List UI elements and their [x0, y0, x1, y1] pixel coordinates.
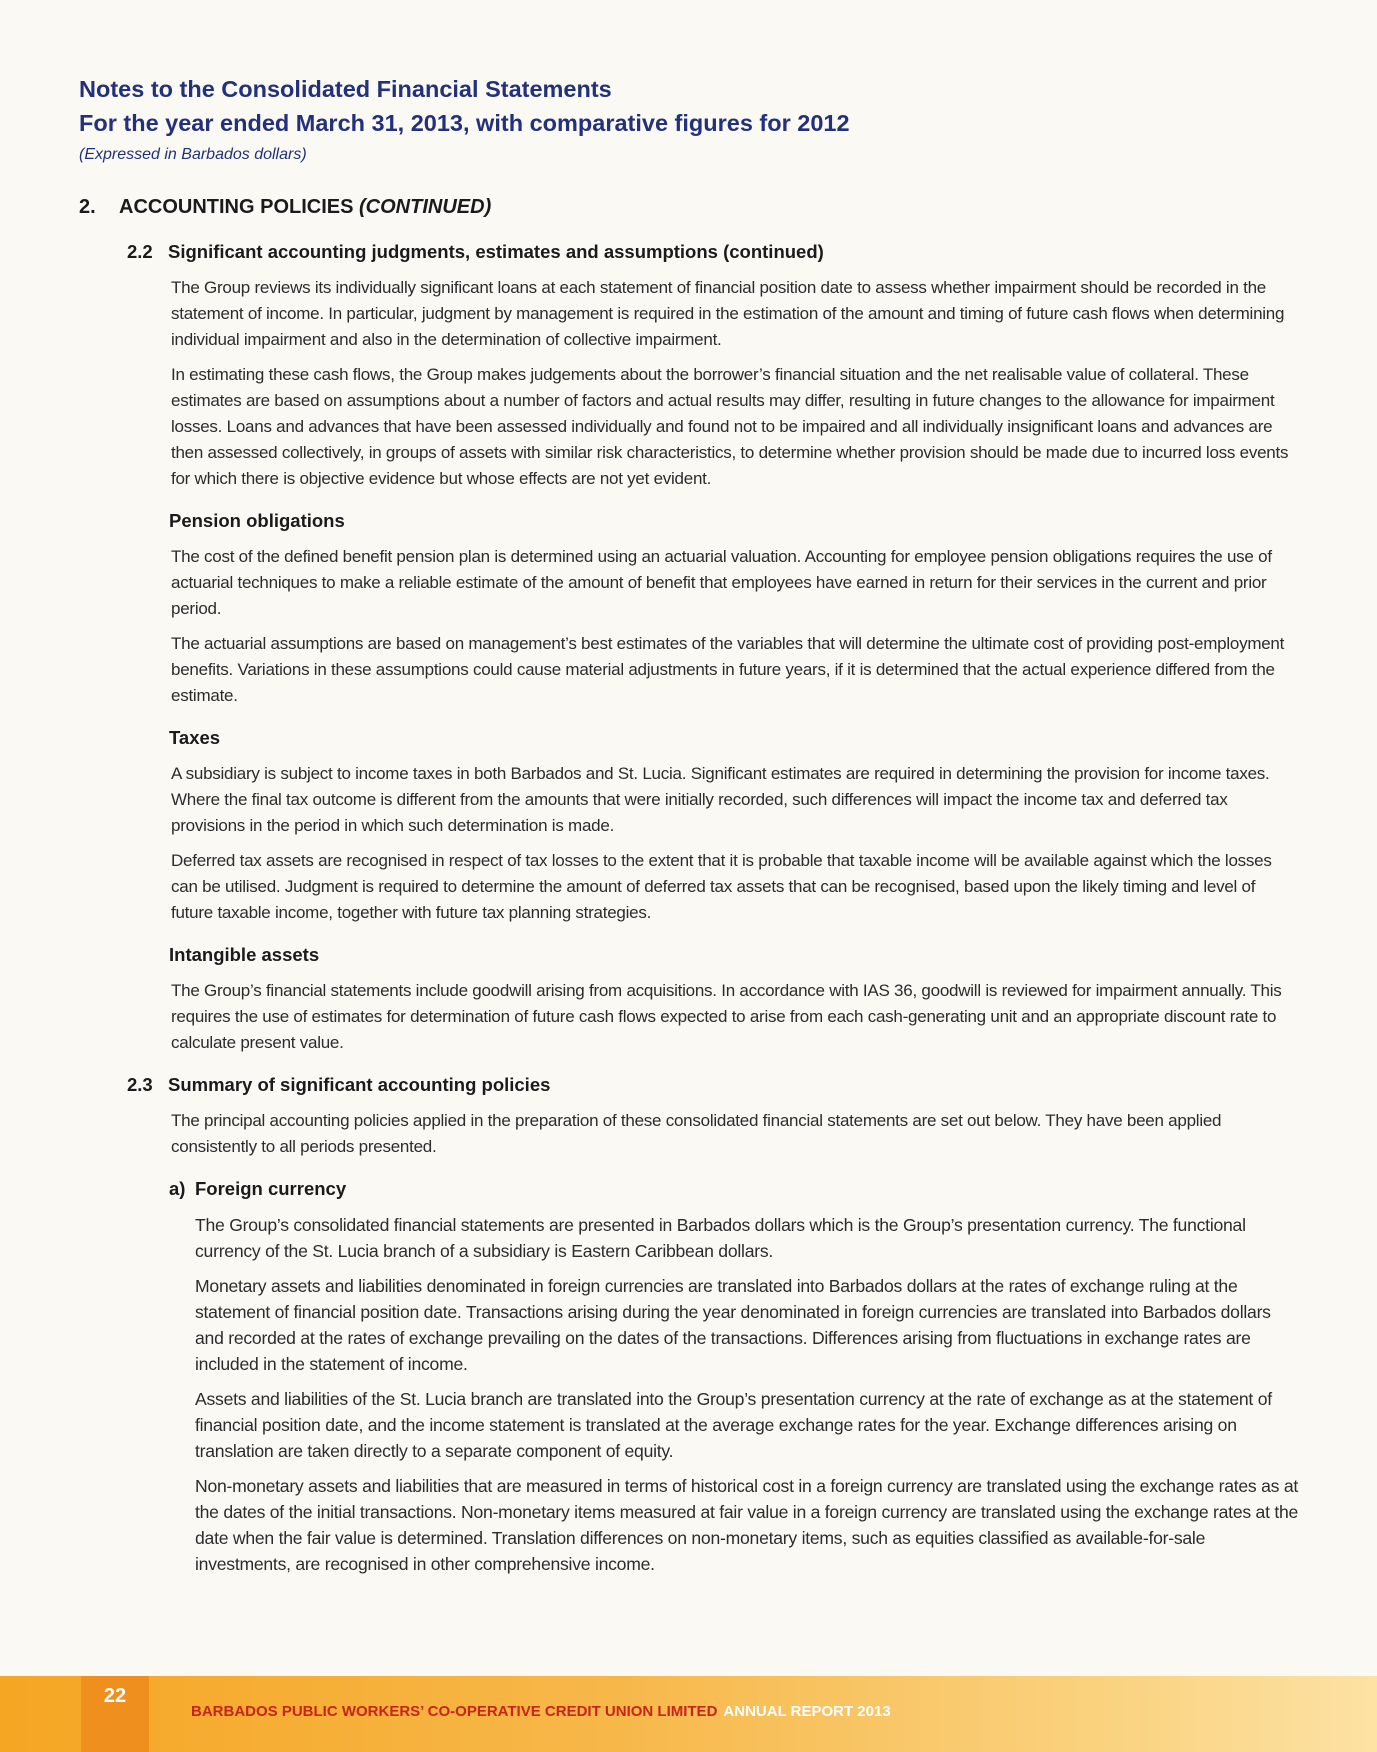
section-suffix: (CONTINUED)	[359, 196, 492, 218]
subsection-title: Summary of significant accounting policies	[168, 1074, 551, 1095]
paragraph: The Group reviews its individually significant loans at each statement of financial position date to assess whether impairment should be recorded in the statement of income. In particular, judgment by management is required in the estimation of the amount and timing of future cash flows when determining individual impairment and also in the determination of collective impairment.	[171, 278, 1285, 349]
topic-heading-taxes: Taxes	[169, 727, 221, 748]
subsection-number: 2.3	[127, 1074, 153, 1095]
paragraph: The cost of the defined benefit pension plan is determined using an actuarial valuation. Accounting for employee pension obligations requires the use of actuarial techniques to make a reliable estimate of the amount of benefit that employees have earned in return for their services in the current and prior period.	[171, 547, 1272, 618]
page-subtitle: (Expressed in Barbados dollars)	[79, 146, 307, 163]
subsection-number: 2.2	[127, 241, 153, 262]
paragraph: Monetary assets and liabilities denominated in foreign currencies are translated into Barbados dollars at the rates of exchange ruling at the statement of financial position date. Transactions arising during the year denominated in foreign currencies are translated into Barbados dollars and recorded at the rates of exchange prevailing on the dates of the transactions. Differences arising from fluctuations in exchange rates are included in the statement of income.	[195, 1276, 1271, 1374]
page-title-line-2: For the year ended March 31, 2013, with comparative figures for 2012	[79, 110, 850, 136]
topic-title: Foreign currency	[195, 1178, 347, 1199]
footer-text	[191, 1703, 891, 1720]
paragraph: The principal accounting policies applied in the preparation of these consolidated financial statements are set out below. They have been applied consistently to all periods presented.	[171, 1111, 1222, 1156]
subsection-2-2-heading	[127, 241, 1299, 263]
paragraph: Non-monetary assets and liabilities that are measured in terms of historical cost in a foreign currency are translated using the exchange rates as at the dates of the initial transactions. Non-monetary items measured at fair value in a foreign currency are translated using the exchange rates at the date when the fair value is determined. Translation differences on non-monetary items, such as equities classified as available-for-sale investments, are recognised in other comprehensive income.	[195, 1476, 1299, 1574]
paragraph: Assets and liabilities of the St. Lucia branch are translated into the Group’s presentation currency at the rate of exchange as at the statement of financial position date, and the income statement is translated at the average exchange rates for the year. Exchange differences arising on translation are taken directly to a separate component of equity.	[195, 1389, 1272, 1461]
paragraph: Deferred tax assets are recognised in respect of tax losses to the extent that it is probable that taxable income will be available against which the losses can be utilised. Judgment is required to determine the amount of deferred tax assets that can be recognised, based upon the likely timing and level of future taxable income, together with future tax planning strategies.	[171, 851, 1272, 922]
document-body	[79, 196, 1299, 1586]
paragraph: In estimating these cash flows, the Group makes judgements about the borrower’s financial situation and the net realisable value of collateral. These estimates are based on assumptions about a number of factors and actual results may differ, resulting in future changes to the allowance for impairment losses. Loans and advances that have been assessed individually and found not to be impaired and all individually insignificant loans and advances are then assessed collectively, in groups of assets with similar risk characteristics, to determine whether provision should be made due to incurred loss events for which there is objective evidence but whose effects are not yet evident.	[171, 365, 1289, 488]
topic-heading-foreign-currency	[169, 1178, 1299, 1200]
paragraph: The actuarial assumptions are based on management’s best estimates of the variables that will determine the ultimate cost of providing post-employment benefits. Variations in these assumptions could cause material adjustments in future years, if it is determined that the actual experience differed from the estimate.	[171, 634, 1285, 705]
paragraph: A subsidiary is subject to income taxes in both Barbados and St. Lucia. Significant estimates are required in determining the provision for income taxes. Where the final tax outcome is different from the amounts that were initially recorded, such differences will impact the income tax and deferred tax provisions in the period in which such determination is made.	[171, 764, 1270, 835]
page-header	[79, 72, 1299, 164]
footer-organization: BARBADOS PUBLIC WORKERS’ CO-OPERATIVE CREDIT UNION LIMITED	[191, 1703, 718, 1720]
topic-heading-pension: Pension obligations	[169, 510, 345, 531]
section-heading	[79, 196, 1299, 219]
footer-report-title: ANNUAL REPORT 2013	[723, 1703, 891, 1720]
paragraph: The Group’s financial statements include goodwill arising from acquisitions. In accordance with IAS 36, goodwill is reviewed for impairment annually. This requires the use of estimates for determination of future cash flows expected to arise from each cash-generating unit and an appropriate discount rate to calculate present value.	[171, 981, 1282, 1052]
item-label: a)	[169, 1178, 186, 1199]
page-title-line-1: Notes to the Consolidated Financial Statements	[79, 76, 612, 102]
subsection-2-3-heading	[127, 1074, 1299, 1096]
subsection-title: Significant accounting judgments, estimates and assumptions (continued)	[168, 241, 824, 262]
page-number: 22	[103, 1685, 127, 1707]
topic-heading-intangible: Intangible assets	[169, 944, 320, 965]
section-number: 2.	[79, 196, 96, 218]
section-title: ACCOUNTING POLICIES	[119, 196, 354, 218]
paragraph: The Group’s consolidated financial statements are presented in Barbados dollars which is the Group’s presentation currency. The functional currency of the St. Lucia branch of a subsidiary is Eastern Caribbean dollars.	[195, 1215, 1246, 1261]
